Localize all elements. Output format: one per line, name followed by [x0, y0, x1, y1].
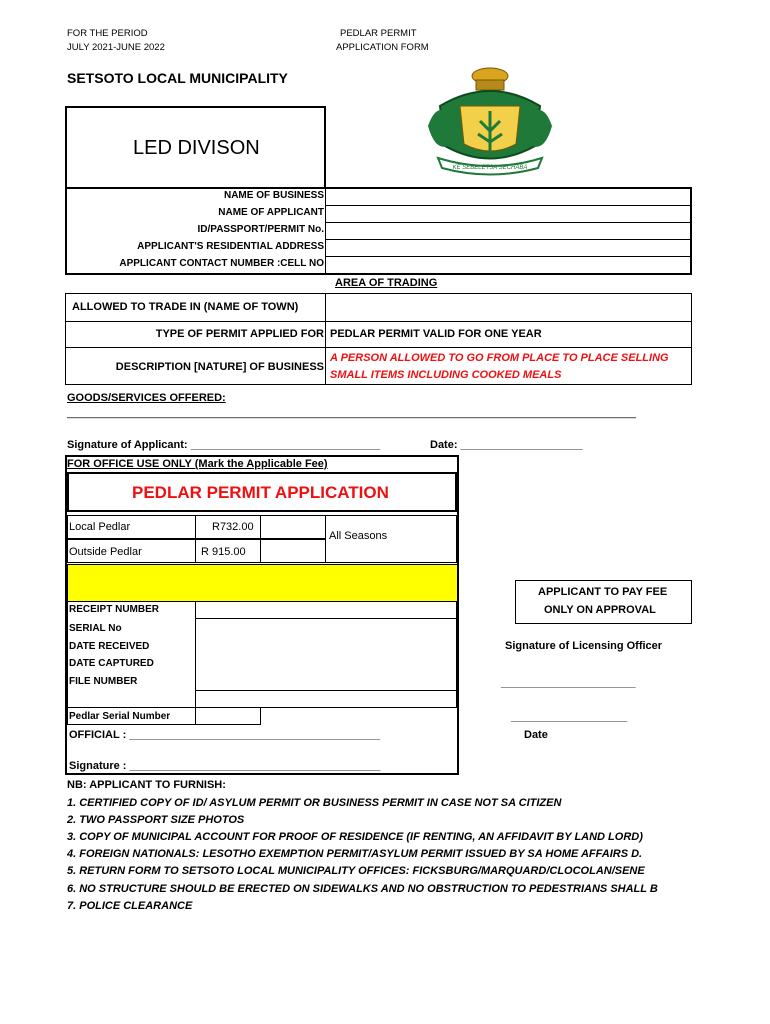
official-line[interactable]: OFFICIAL : _________________________________________ — [69, 729, 381, 741]
applicant-name-input[interactable] — [327, 207, 689, 221]
address-input[interactable] — [327, 241, 689, 255]
office-details-input[interactable] — [195, 618, 457, 691]
pay-fee-line-2: ONLY ON APPROVAL — [544, 604, 656, 616]
signature-line[interactable]: Signature : _________________________________________ — [69, 760, 381, 772]
field-label-applicant: NAME OF APPLICANT — [218, 207, 324, 218]
local-pedlar-fee: R732.00 — [212, 521, 254, 533]
note-item: 4. FOREIGN NATIONALS: LESOTHO EXEMPTION PERMIT/ASYLUM PERMIT ISSUED BY SA HOME AFFAIRS D. — [67, 848, 643, 860]
permit-type-label: TYPE OF PERMIT APPLIED FOR — [155, 328, 324, 340]
local-pedlar-label: Local Pedlar — [69, 521, 131, 533]
note-item: 6. NO STRUCTURE SHOULD BE ERECTED ON SIDEWALKS AND NO OBSTRUCTION TO PEDESTRIANS SHALL B — [67, 883, 658, 895]
division-title: LED DIVISON — [133, 137, 260, 159]
licensing-officer-label: Signature of Licensing Officer — [505, 640, 663, 652]
period-line-2: JULY 2021-JUNE 2022 — [67, 42, 165, 53]
allowed-to-trade-label: ALLOWED TO TRADE IN (NAME OF TOWN) — [72, 301, 299, 313]
outside-pedlar-fee: R 915.00 — [201, 546, 246, 558]
local-pedlar-mark[interactable] — [260, 515, 326, 539]
field-label-id: ID/PASSPORT/PERMIT No. — [197, 224, 324, 235]
period-line-1: FOR THE PERIOD — [67, 28, 148, 39]
office-row-file-number: FILE NUMBER — [69, 676, 138, 687]
all-seasons-label: All Seasons — [329, 530, 388, 542]
officer-date-label: Date — [524, 729, 548, 741]
nb-heading: NB: APPLICANT TO FURNISH: — [67, 779, 226, 791]
officer-date-line[interactable]: ___________________ — [511, 711, 628, 723]
office-row-serial: SERIAL No — [69, 623, 122, 634]
note-item: 3. COPY OF MUNICIPAL ACCOUNT FOR PROOF OF RESIDENCE (IF RENTING, AN AFFIDAVIT BY LAND LORD) — [67, 831, 643, 843]
note-item: 7. POLICE CLEARANCE — [67, 900, 193, 912]
business-description-line-2: SMALL ITEMS INCLUDING COOKED MEALS — [330, 369, 562, 381]
business-description-label: DESCRIPTION [NATURE] OF BUSINESS — [115, 361, 324, 373]
note-item: 5. RETURN FORM TO SETSOTO LOCAL MUNICIPALITY OFFICES: FICKSBURG/MARQUARD/CLOCOLAN/SENE — [67, 865, 645, 877]
office-row-date-captured: DATE CAPTURED — [69, 658, 154, 669]
field-label-cell: APPLICANT CONTACT NUMBER :CELL NO — [119, 258, 324, 269]
office-use-heading: FOR OFFICE USE ONLY (Mark the Applicable Fee) — [67, 458, 328, 470]
field-label-address: APPLICANT'S RESIDENTIAL ADDRESS — [137, 241, 324, 252]
goods-services-line[interactable]: _____________________________________________________________________________________________ — [67, 407, 636, 419]
logo-motto: KE SEBELETSA SECHABA — [452, 165, 528, 171]
pay-fee-line-1: APPLICANT TO PAY FEE — [538, 586, 668, 598]
note-item: 1. CERTIFIED COPY OF ID/ ASYLUM PERMIT OR BUSINESS PERMIT IN CASE NOT SA CITIZEN — [67, 797, 562, 809]
form-title-line-2: APPLICATION FORM — [336, 42, 429, 53]
id-number-input[interactable] — [327, 224, 689, 238]
receipt-number-input[interactable] — [195, 601, 457, 619]
business-description-line-1: A PERSON ALLOWED TO GO FROM PLACE TO PLACE SELLING — [330, 352, 669, 364]
outside-pedlar-mark[interactable] — [260, 539, 326, 563]
form-title-line-1: PEDLAR PERMIT — [340, 28, 417, 39]
pedlar-serial-label: Pedlar Serial Number — [69, 711, 171, 722]
municipality-name: SETSOTO LOCAL MUNICIPALITY — [67, 70, 288, 86]
highlight-bar — [67, 564, 458, 602]
goods-services-label: GOODS/SERVICES OFFERED: — [67, 392, 226, 404]
licensing-officer-signature[interactable]: ______________________ — [501, 677, 636, 689]
office-row-date-received: DATE RECEIVED — [69, 641, 150, 652]
business-name-input[interactable] — [327, 190, 689, 204]
permit-type-value: PEDLAR PERMIT VALID FOR ONE YEAR — [330, 328, 542, 340]
applicant-signature-line[interactable]: Signature of Applicant: _______________________________ — [67, 439, 381, 451]
area-of-trading-heading: AREA OF TRADING — [335, 277, 438, 289]
town-input[interactable] — [327, 295, 689, 319]
pedlar-serial-input[interactable] — [195, 707, 261, 725]
cell-number-input[interactable] — [327, 258, 689, 272]
outside-pedlar-label: Outside Pedlar — [69, 546, 142, 558]
field-label-business: NAME OF BUSINESS — [223, 190, 324, 201]
office-row-receipt: RECEIPT NUMBER — [69, 604, 160, 615]
applicant-date-line[interactable]: Date: ____________________ — [430, 439, 583, 451]
note-item: 2. TWO PASSPORT SIZE PHOTOS — [67, 814, 245, 826]
municipal-crest-logo — [420, 66, 560, 178]
permit-application-title: PEDLAR PERMIT APPLICATION — [132, 483, 389, 502]
